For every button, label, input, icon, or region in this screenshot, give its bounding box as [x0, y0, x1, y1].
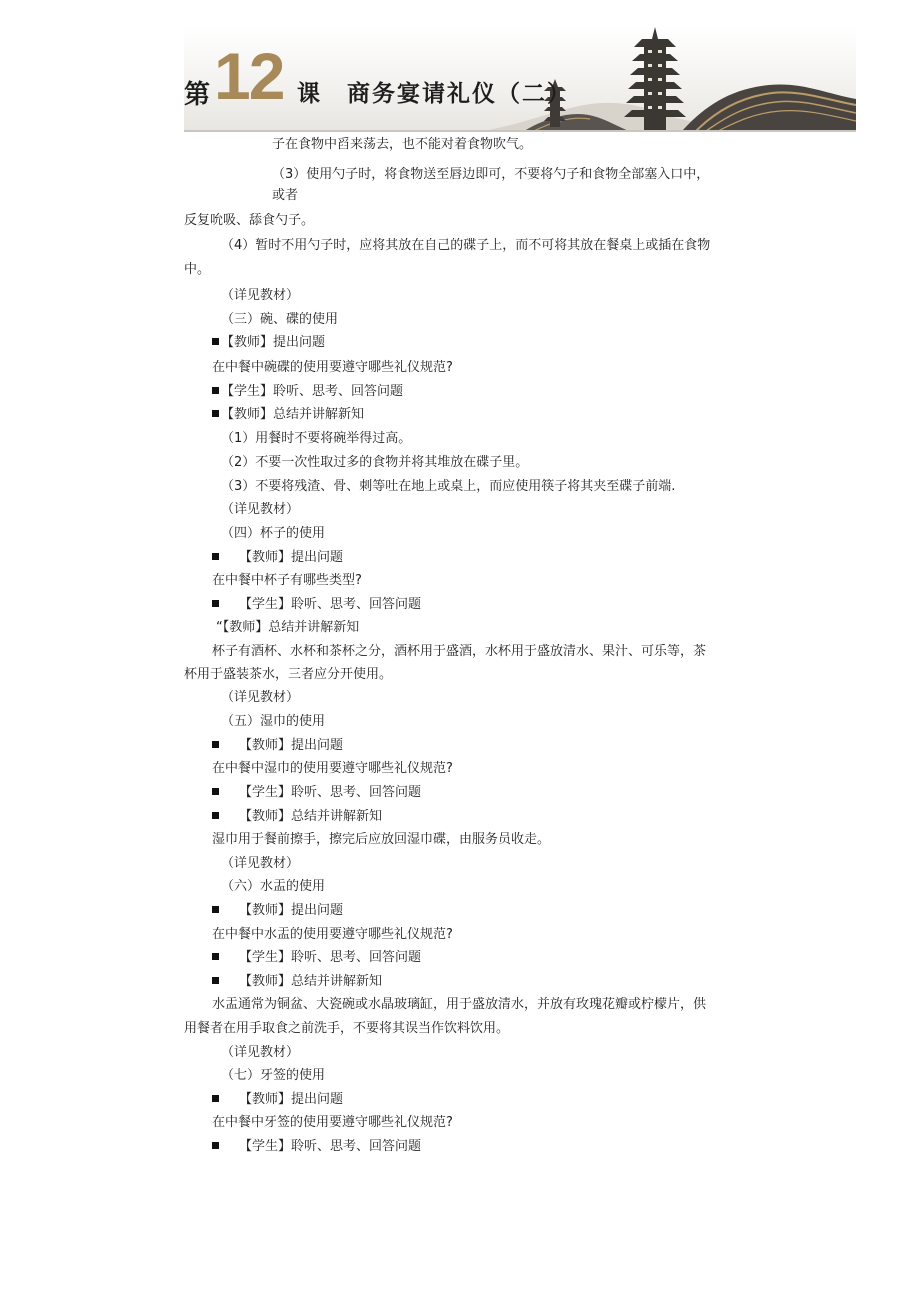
bullet-icon [212, 1095, 219, 1102]
bullet-icon [212, 338, 219, 345]
list-item: 【学生】聆听、思考、回答问题 [212, 384, 403, 400]
text-line: 湿巾用于餐前擦手，擦完后应放回湿巾碟，由服务员收走。 [212, 832, 551, 847]
text-line: （详见教材） [221, 1045, 300, 1060]
text-line: 反复吮吸、舔食勺子。 [184, 213, 315, 228]
list-item: 【教师】提出问题 [212, 550, 343, 566]
lesson-title: 课 商务宴请礼仪（二） [297, 81, 572, 107]
text-line: 用餐者在用手取食之前洗手，不要将其误当作饮料饮用。 [184, 1021, 510, 1036]
text-line: （详见教材） [221, 502, 300, 517]
text-line: （4）暂时不用勺子时，应将其放在自己的碟子上，而不可将其放在餐桌上或插在食物 [221, 238, 711, 253]
text-line: 在中餐中碗碟的使用要遵守哪些礼仪规范? [212, 360, 453, 375]
bullet-icon [212, 953, 219, 960]
bullet-icon [212, 788, 219, 795]
section-heading: （三）碗、碟的使用 [221, 312, 339, 327]
section-heading: （五）湿巾的使用 [221, 714, 326, 729]
list-item: 【教师】提出问题 [212, 335, 325, 351]
text-line: （详见教材） [221, 690, 300, 705]
list-item: 【学生】聆听、思考、回答问题 [212, 597, 421, 613]
list-item: 【学生】聆听、思考、回答问题 [212, 1139, 421, 1155]
list-item: 【教师】总结并讲解新知 [212, 407, 364, 423]
list-item: 【教师】总结并讲解新知 [212, 809, 382, 825]
bullet-icon [212, 906, 219, 913]
list-item: 【学生】聆听、思考、回答问题 [212, 950, 421, 966]
text-line: 在中餐中牙签的使用要遵守哪些礼仪规范? [212, 1115, 453, 1130]
text-line: 在中餐中湿巾的使用要遵守哪些礼仪规范? [212, 761, 453, 776]
text-line: 水盂通常为铜盆、大瓷碗或水晶玻璃缸，用于盛放清水，并放有玫瑰花瓣或柠檬片，供 [212, 997, 707, 1012]
bullet-icon [212, 812, 219, 819]
text-line: （1）用餐时不要将碗举得过高。 [221, 431, 412, 446]
section-heading: （四）杯子的使用 [221, 526, 326, 541]
text-line: 子在食物中舀来荡去，也不能对着食物吹气。 [272, 137, 533, 152]
text-line: 杯用于盛装茶水，三者应分开使用。 [184, 667, 393, 682]
text-line: （3）使用勺子时，将食物送至唇边即可，不要将勺子和食物全部塞入口中， [272, 167, 710, 182]
text-line: 在中餐中水盂的使用要遵守哪些礼仪规范? [212, 927, 453, 942]
bullet-icon [212, 741, 219, 748]
bullet-icon [212, 410, 219, 417]
text-line: 中。 [184, 262, 211, 277]
list-item: 【教师】总结并讲解新知 [212, 974, 382, 990]
list-item: 【学生】聆听、思考、回答问题 [212, 785, 421, 801]
lesson-prefix: 第 [184, 80, 212, 110]
section-heading: （七）牙签的使用 [221, 1068, 326, 1083]
bullet-icon [212, 553, 219, 560]
list-item: 【教师】提出问题 [212, 903, 343, 919]
text-line: 或者 [272, 188, 299, 203]
text-line: （2）不要一次性取过多的食物并将其堆放在碟子里。 [221, 455, 529, 470]
section-heading: （六）水盂的使用 [221, 879, 326, 894]
text-line: 在中餐中杯子有哪些类型? [212, 573, 362, 588]
text-line: （详见教材） [221, 856, 300, 871]
bullet-icon [212, 1142, 219, 1149]
text-line: （3）不要将残渣、骨、刺等吐在地上或桌上，而应使用筷子将其夹至碟子前端. [221, 479, 676, 494]
lesson-header-banner [184, 27, 856, 131]
list-item: 【教师】提出问题 [212, 1092, 343, 1108]
bullet-icon [212, 977, 219, 984]
text-line: “【教师】总结并讲解新知 [216, 620, 360, 635]
list-item: 【教师】提出问题 [212, 738, 343, 754]
header-divider [184, 130, 856, 132]
text-line: （详见教材） [221, 288, 300, 303]
bullet-icon [212, 387, 219, 394]
bullet-icon [212, 600, 219, 607]
lesson-number: 12 [214, 39, 284, 113]
text-line: 杯子有酒杯、水杯和茶杯之分，酒杯用于盛酒，水杯用于盛放清水、果汁、可乐等，茶 [212, 644, 707, 659]
